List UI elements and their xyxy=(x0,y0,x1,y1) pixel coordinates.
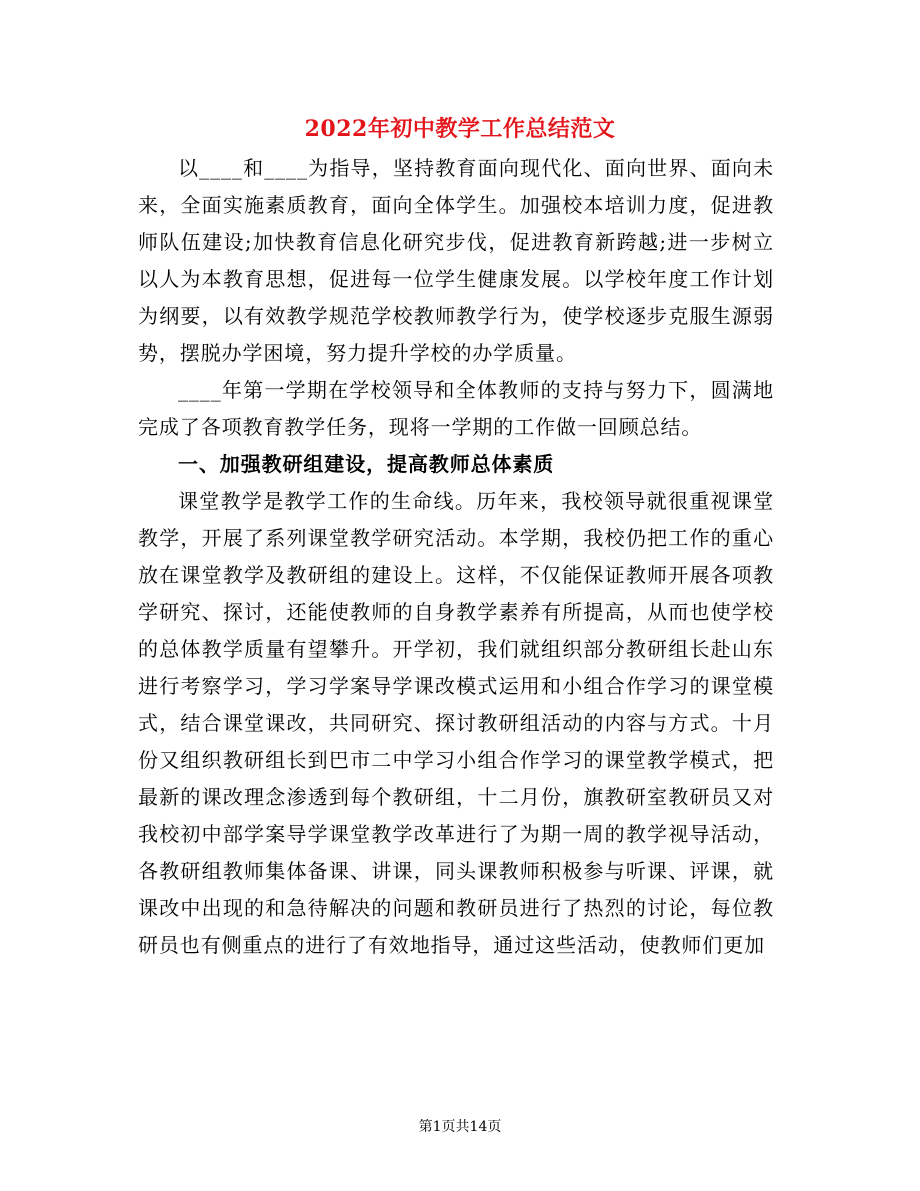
page-footer: 第1页共14页 xyxy=(418,1119,502,1135)
section-heading: 一、加强教研组建设，提高教师总体素质 xyxy=(178,452,555,476)
paragraph-summary: ____年第一学期在学校领导和全体教师的支持与努力下，圆满地完成了各项教育教学任务，现将一学期的工作做一回顾总结。 xyxy=(138,378,774,439)
paragraph-intro: 以____和____为指导，坚持教育面向现代化、面向世界、面向未来，全面实施素质教育，面向全体学生。加强校本培训力度，促进教师队伍建设;加快教育信息化研究步伐，促进教育新跨越;进一步树立以人为本教育思想，促进每一位学生健康发展。以学校年度工作计划为纲要，以有效教学规范学校教师教学行为，使学校逐步克服生源弱势，摆脱办学困境，努力提升学校的办学质量。 xyxy=(138,156,774,365)
document-title: 2022年初中教学工作总结范文 xyxy=(304,116,616,142)
document-body xyxy=(138,150,774,964)
paragraph-section-one: 课堂教学是教学工作的生命线。历年来，我校领导就很重视课堂教学，开展了系列课堂教学研究活动。本学期，我校仍把工作的重心放在课堂教学及教研组的建设上。这样，不仅能保证教师开展各项教学研究、探讨，还能使教师的自身教学素养有所提高，从而也使学校的总体教学质量有望攀升。开学初，我们就组织部分教研组长赴山东进行考察学习，学习学案导学课改模式运用和小组合作学习的课堂模式，结合课堂课改，共同研究、探讨教研组活动的内容与方式。十月份又组织教研组长到巴市二中学习小组合作学习的课堂教学模式，把最新的课改理念渗透到每个教研组，十二月份，旗教研室教研员又对我校初中部学案导学课堂教学改革进行了为期一周的教学视导活动，各教研组教师集体备课、讲课，同头课教师积极参与听课、评课，就课改中出现的和急待解决的问题和教研员进行了热烈的讨论，每位教研员也有侧重点的进行了有效地指导，通过这些活动，使教师们更加 xyxy=(138,489,774,957)
